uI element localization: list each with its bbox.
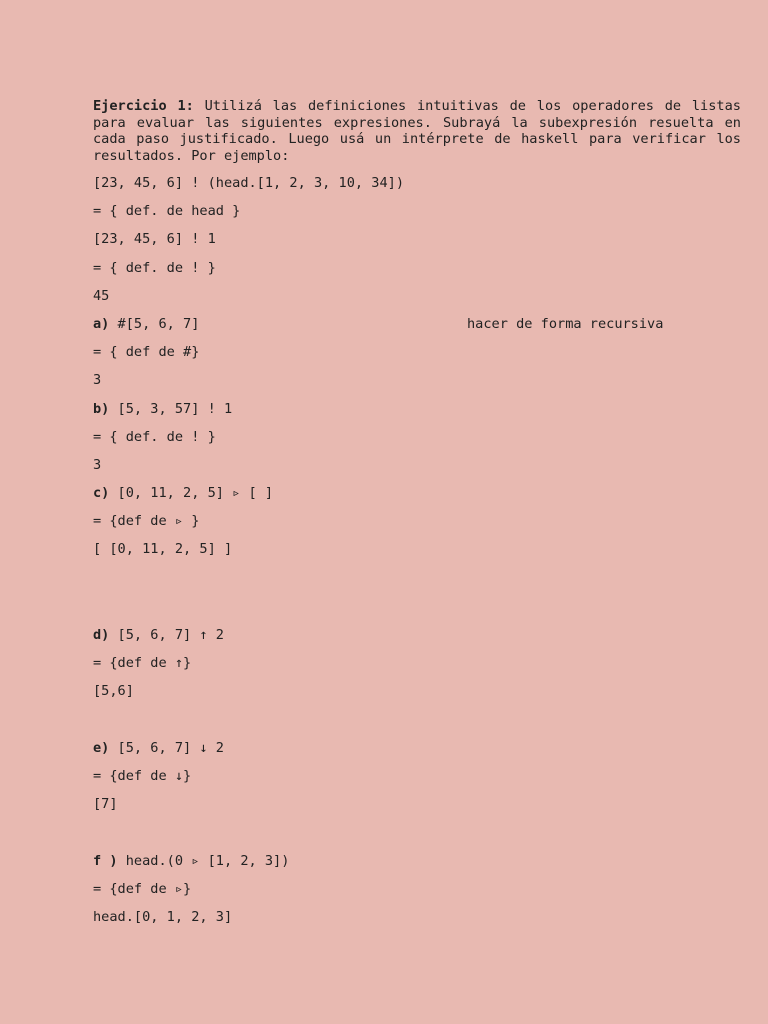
example-line-2: = { def. de head } — [93, 203, 241, 220]
item-d-step-1: = {def de ↑} — [93, 654, 192, 671]
item-f-label: f ) — [93, 852, 118, 869]
example-line-5: 45 — [93, 287, 110, 304]
item-c-label: c) — [93, 485, 110, 502]
item-a-expr: #[5, 6, 7] — [109, 315, 200, 332]
item-a-expression — [93, 315, 741, 343]
item-a-note: hacer de forma recursiva — [467, 315, 664, 332]
item-f-expression — [93, 852, 741, 880]
example-line-4: = { def. de ! } — [93, 259, 216, 276]
item-f-step-1: = {def de ▹} — [93, 880, 192, 897]
item-a-label: a) — [93, 315, 110, 332]
item-d-step-2: [5,6] — [93, 683, 134, 699]
item-b-expr: [5, 3, 57] ! 1 — [109, 400, 233, 417]
exercise-title: Ejercicio 1: — [93, 98, 194, 114]
spacer — [93, 569, 741, 626]
item-b-label: b) — [93, 400, 110, 417]
item-b-step-2: 3 — [93, 456, 102, 473]
spacer — [93, 710, 741, 739]
item-b-expression — [93, 400, 741, 428]
item-f-step-2: head.[0, 1, 2, 3] — [93, 909, 233, 926]
item-a-step-2: 3 — [93, 372, 102, 389]
exercise-document — [93, 98, 741, 936]
item-c-step-2: [ [0, 11, 2, 5] ] — [93, 541, 233, 558]
item-d-label: d) — [93, 626, 110, 643]
item-d-expr: [5, 6, 7] ↑ 2 — [109, 626, 224, 643]
exercise-intro — [93, 98, 741, 164]
example-line-1: [23, 45, 6] ! (head.[1, 2, 3, 10, 34]) — [93, 175, 404, 191]
spacer — [93, 823, 741, 852]
item-f-expr: head.(0 ▹ [1, 2, 3]) — [117, 852, 290, 869]
item-d-expression — [93, 626, 741, 654]
item-e-step-2: [7] — [93, 796, 118, 813]
item-e-expr: [5, 6, 7] ↓ 2 — [109, 739, 224, 756]
item-e-step-1: = {def de ↓} — [93, 767, 192, 784]
item-c-expression — [93, 484, 741, 512]
item-a-step-1: = { def de #} — [93, 344, 200, 361]
item-b-step-1: = { def. de ! } — [93, 428, 216, 445]
item-e-label: e) — [93, 739, 110, 756]
exercise-instructions: Utilizá las definiciones intuitivas de los operadores de listas para evaluar las siguientes expresiones. Subrayá la subexpresión resuelta en cada paso justificado. Luego usá un intérprete de haskell para verificar los resultados. Por ejemplo: — [93, 98, 741, 164]
example-line-3: [23, 45, 6] ! 1 — [93, 231, 216, 248]
item-e-expression — [93, 739, 741, 767]
item-c-expr: [0, 11, 2, 5] ▹ [ ] — [109, 485, 274, 502]
item-c-step-1: = {def de ▹ } — [93, 513, 200, 530]
